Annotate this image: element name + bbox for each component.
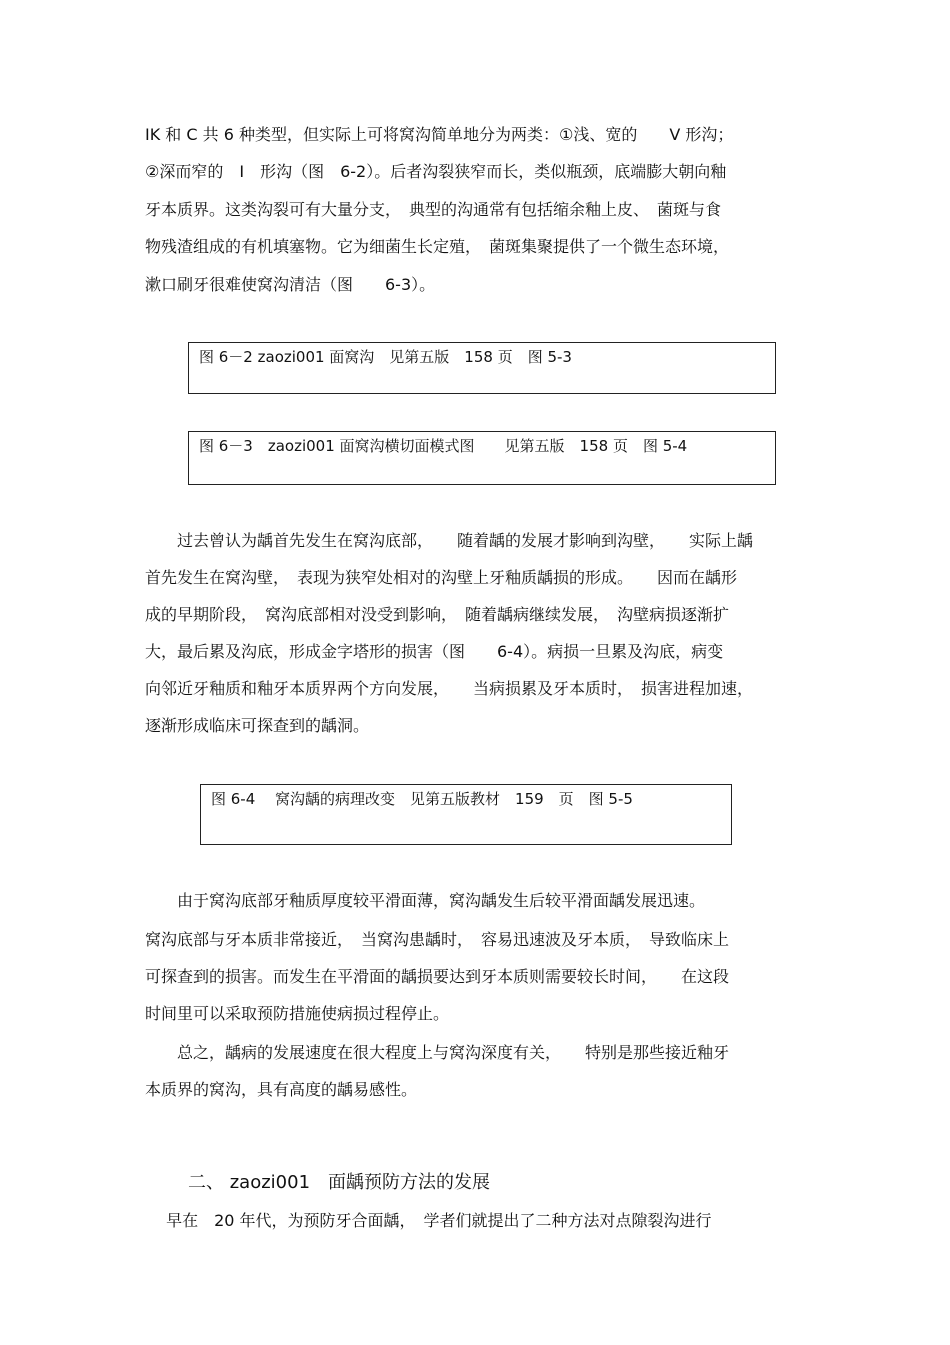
text-line: 早在 20 年代，为预防牙合面龋， 学者们就提出了二种方法对点隙裂沟进行 bbox=[145, 1211, 712, 1230]
text-line: 首先发生在窝沟壁， 表现为狭窄处相对的沟壁上牙釉质龋损的形成。 因而在龋形 bbox=[145, 568, 738, 587]
text-line: 过去曾认为龋首先发生在窝沟底部， 随着龋的发展才影响到沟壁， 实际上龋 bbox=[145, 531, 754, 550]
text-line: 漱口刷牙很难使窝沟清洁（图 6-3）。 bbox=[145, 275, 436, 294]
figure-caption: 图 6－2 zaozi001 面窝沟 见第五版 158 页 图 5-3 bbox=[199, 348, 572, 366]
text-line: 总之，龋病的发展速度在很大程度上与窝沟深度有关， 特别是那些接近釉牙 bbox=[145, 1043, 730, 1062]
text-line: 物残渣组成的有机填塞物。它为细菌生长定殖， 菌斑集聚提供了一个微生态环境， bbox=[145, 237, 730, 256]
text-line: 由于窝沟底部牙釉质厚度较平滑面薄，窝沟龋发生后较平滑面龋发展迅速。 bbox=[145, 891, 706, 910]
text-line: 本质界的窝沟，具有高度的龋易感性。 bbox=[145, 1080, 418, 1099]
figure-caption: 图 6-4 窝沟龋的病理改变 见第五版教材 159 页 图 5-5 bbox=[211, 790, 633, 808]
text-line: 大，最后累及沟底，形成金字塔形的损害（图 6-4）。病损一旦累及沟底，病变 bbox=[145, 642, 724, 661]
text-line: 时间里可以采取预防措施使病损过程停止。 bbox=[145, 1004, 450, 1023]
text-line: 逐渐形成临床可探查到的龋洞。 bbox=[145, 716, 370, 735]
text-line: ②深而窄的 I 形沟（图 6-2）。后者沟裂狭窄而长，类似瓶颈，底端膨大朝向釉 bbox=[145, 162, 727, 181]
section-heading: 二、 zaozi001 面龋预防方法的发展 bbox=[188, 1172, 491, 1193]
text-line: 成的早期阶段， 窝沟底部相对没受到影响， 随着龋病继续发展， 沟壁病损逐渐扩 bbox=[145, 605, 730, 624]
figure-placeholder-6-4 bbox=[200, 784, 732, 845]
text-line: 可探查到的损害。而发生在平滑面的龋损要达到牙本质则需要较长时间， 在这段 bbox=[145, 967, 730, 986]
text-line: 窝沟底部与牙本质非常接近， 当窝沟患龋时， 容易迅速波及牙本质， 导致临床上 bbox=[145, 930, 730, 949]
text-line: 向邻近牙釉质和釉牙本质界两个方向发展， 当病损累及牙本质时， 损害进程加速， bbox=[145, 679, 754, 698]
text-line: IK 和 C 共 6 种类型，但实际上可将窝沟简单地分为两类：①浅、宽的 V 形沟； bbox=[145, 125, 734, 144]
figure-placeholder-6-2 bbox=[188, 342, 776, 394]
text-line: 牙本质界。这类沟裂可有大量分支， 典型的沟通常有包括缩余釉上皮、 菌斑与食 bbox=[145, 200, 722, 219]
figure-caption: 图 6－3 zaozi001 面窝沟横切面模式图 见第五版 158 页 图 5-4 bbox=[199, 437, 688, 455]
figure-placeholder-6-3 bbox=[188, 431, 776, 485]
